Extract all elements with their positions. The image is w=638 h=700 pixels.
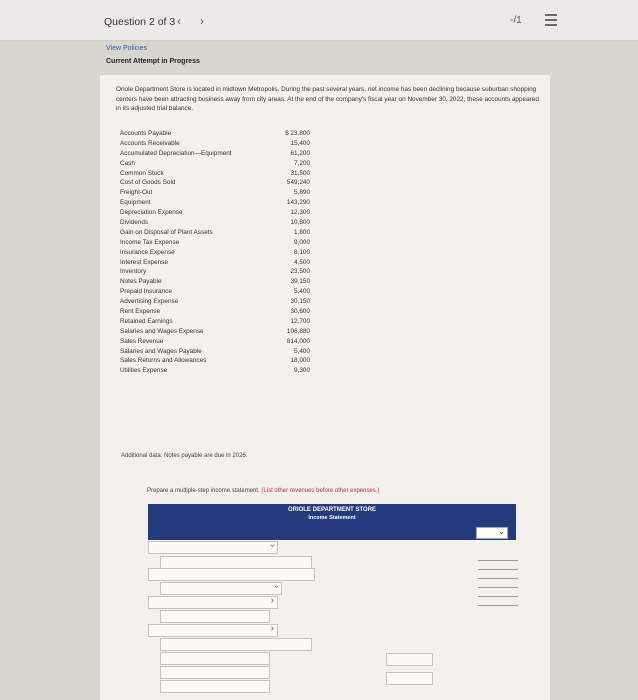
account-amount: 814,000 [286,337,310,345]
additional-data: Additional data: Notes payable are due in 2026. [121,453,248,459]
account-amount: 106,880 [286,327,310,335]
period-dropdown[interactable] [476,527,508,539]
account-amount: 15,400 [290,139,310,147]
trial-balance-row [120,318,310,328]
account-amount: 23,500 [290,268,310,276]
account-amount: 12,700 [290,317,310,325]
account-amount: 18,000 [290,357,310,365]
trial-balance-row [120,140,310,150]
trial-balance-row [120,338,310,348]
account-amount: 30,150 [290,298,310,306]
trial-balance-row [120,150,310,160]
trial-balance-row [120,348,310,358]
trial-balance-row [120,189,310,199]
trial-balance [120,130,310,377]
account-name: Accounts Payable [120,130,172,137]
line-input-9[interactable] [160,652,270,665]
account-name: Inventory [120,268,147,276]
attempt-status: Current Attempt in Progress [106,58,200,65]
account-amount: 7,200 [294,159,310,167]
instruction-text [147,488,379,494]
trial-balance-row [120,160,310,170]
account-amount: 9,300 [294,367,310,375]
amount-input-2[interactable] [386,672,433,685]
chevron-down-icon: ⌄ [498,527,505,536]
trial-balance-row [120,219,310,229]
scratch-marks [478,560,518,630]
line-select-5[interactable] [148,596,278,609]
account-amount: 9,000 [294,238,310,246]
account-name: Rent Expense [120,308,161,316]
account-amount: 1,800 [294,228,310,236]
top-bar [0,0,638,41]
question-label: Question 2 of 3 [104,16,176,28]
trial-balance-row [120,199,310,209]
account-name: Sales Returns and Allowances [120,357,207,365]
trial-balance-row [120,170,310,180]
account-name: Cost of Goods Sold [120,179,176,187]
statement-company: ORIOLE DEPARTMENT STORE [287,507,377,513]
line-input-6[interactable] [160,610,270,623]
trial-balance-row [120,328,310,338]
view-policies-link[interactable]: View Policies [106,45,148,52]
account-amount: 61,200 [290,149,310,157]
trial-balance-row [120,179,310,189]
account-name: Advertising Expense [120,298,179,306]
trial-balance-row [120,357,310,367]
account-amount: 549,240 [286,179,310,187]
trial-balance-row [120,367,310,377]
line-select-1[interactable] [148,541,278,554]
trial-balance-row [120,288,310,298]
account-amount: $ 23,800 [285,130,310,137]
account-name: Insurance Expense [120,248,175,256]
line-input-11[interactable] [160,680,270,693]
account-amount: 5,400 [294,347,310,355]
trial-balance-row [120,130,310,140]
account-amount: 39,150 [290,278,310,286]
trial-balance-row [120,268,310,278]
account-name: Freight-Out [120,189,153,197]
account-name: Salaries and Wages Payable [120,347,202,355]
account-name: Accounts Receivable [120,139,180,147]
trial-balance-row [120,229,310,239]
trial-balance-row [120,308,310,318]
score-display: -/1 [510,15,522,26]
trial-balance-row [120,298,310,308]
account-amount: 12,300 [290,209,310,217]
line-select-4[interactable] [160,582,282,595]
line-select-7[interactable] [148,624,278,637]
chevron-right-icon[interactable]: › [200,14,204,28]
account-name: Utilities Expense [120,367,168,375]
statement-header [148,504,516,540]
amount-input-1[interactable] [386,653,433,666]
account-name: Cash [120,159,135,167]
account-name: Retained Earnings [120,317,173,325]
account-name: Prepaid Insurance [120,288,172,296]
account-name: Sales Revenue [120,337,164,345]
account-amount: 30,600 [290,308,310,316]
line-input-8[interactable] [160,638,312,651]
account-name: Accumulated Depreciation—Equipment [120,149,232,157]
account-name: Income Tax Expense [120,238,180,246]
account-name: Salaries and Wages Expense [120,327,204,335]
account-name: Gain on Disposal of Plant Assets [120,228,213,236]
list-icon[interactable] [545,14,557,26]
account-name: Interest Expense [120,258,168,266]
trial-balance-row [120,239,310,249]
account-name: Equipment [120,199,151,207]
problem-text: Oriole Department Store is located in midtown Metropolis. During the past several years, net income has been declining because suburban shopping centers have been attracting business away from city areas. At the end of the company's fiscal year on November 30, 2022, these accounts appeared in its adjusted trial balance. [116,86,539,112]
account-name: Dividends [120,219,149,227]
account-amount: 31,500 [290,169,310,177]
account-name: Notes Payable [120,278,162,286]
account-amount: 5,400 [294,288,310,296]
account-amount: 143,290 [286,199,310,207]
account-amount: 4,500 [294,258,310,266]
trial-balance-row [120,259,310,269]
line-input-3[interactable] [148,568,315,581]
line-input-10[interactable] [160,666,270,679]
instruction-lead: Prepare a multiple-step income statement. [147,488,260,494]
chevron-left-icon[interactable]: ‹ [177,14,181,28]
account-amount: 8,100 [294,248,310,256]
statement-title: Income Statement [308,515,356,521]
account-name: Common Stock [120,169,164,177]
account-amount: 10,800 [290,219,310,227]
account-amount: 5,890 [294,189,310,197]
trial-balance-row [120,209,310,219]
instruction-highlight: (List other revenues before other expenses.) [261,488,380,494]
account-name: Depreciation Expense [120,209,183,217]
trial-balance-row [120,278,310,288]
trial-balance-row [120,249,310,259]
